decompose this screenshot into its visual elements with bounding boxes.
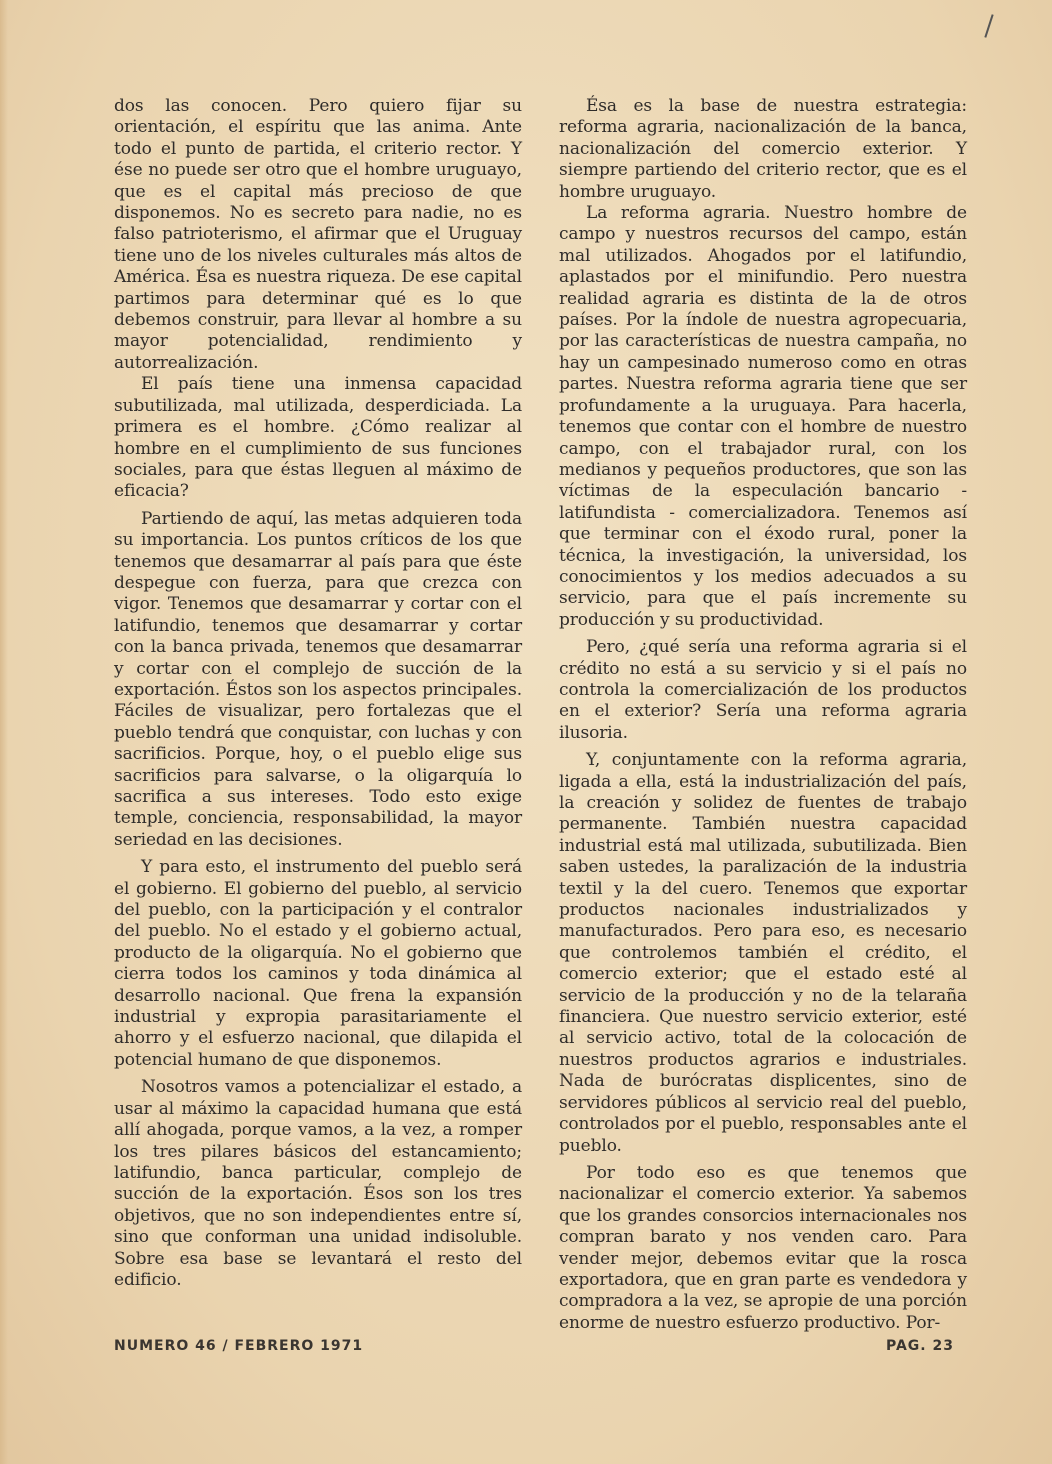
paragraph: Por todo eso es que tenemos que nacionalizar el comercio exterior. Ya sabemos que los grandes consorcios internacionales nos compran barato y nos venden caro. Para vender mejor, debemos evitar que la rosca exportadora, que en gran parte es vendedora y compradora a la vez, se apropie de una porción enorme de nuestro esfuerzo productivo. Por- <box>559 1162 967 1333</box>
paragraph: El país tiene una inmensa capacidad subutilizada, mal utilizada, desperdiciada. La primera es el hombre. ¿Cómo realizar al hombre en el cumplimiento de sus funciones sociales, para que éstas lleguen al máximo de eficacia? <box>114 374 522 502</box>
paragraph: Pero, ¿qué sería una reforma agraria si el crédito no está a su servicio y si el país no controla la comercialización de los productos en el exterior? Sería una reforma agraria ilusoria. <box>559 637 967 743</box>
paragraph: Y, conjuntamente con la reforma agraria, ligada a ella, está la industrialización del país, la creación y solidez de fuentes de trabajo permanente. También nuestra capacidad industrial está mal utilizada, subutilizada. Bien saben ustedes, la paralización de la industria textil y la del cuero. Tenemos que exportar productos nacionales industrializados y manufacturados. Pero para eso, es necesario que controlemos también el crédito, el comercio exterior; que el estado esté al servicio de la producción y no de la telaraña financiera. Que nuestro servicio exterior, esté al servicio activo, total de la colocación de nuestros productos agrarios e industriales. Nada de burócratas displicentes, sino de servidores públicos al servicio real del pueblo, controlados por el pueblo, responsables ante el pueblo. <box>559 750 967 1156</box>
paragraph: Ésa es la base de nuestra estrategia: reforma agraria, nacionalización de la banca, nacionalización del comercio exterior. Y siempre partiendo del criterio rector, que es el hombre uruguayo. <box>559 96 967 202</box>
pencil-mark <box>984 14 993 37</box>
paragraph: dos las conocen. Pero quiero fijar su orientación, el espíritu que las anima. Ante todo el punto de partida, el criterio rector. Y ése no puede ser otro que el hombre uruguayo, que es el capital más precioso de que disponemos. No es secreto para nadie, no es falso patrioterismo, el afirmar que el Uruguay tiene uno de los niveles culturales más altos de América. Ésa es nuestra riqueza. De ese capital partimos para determinar qué es lo que debemos construir, para llevar al hombre a su mayor potencialidad, rendimiento y autorrealización. <box>114 96 522 373</box>
paragraph: Partiendo de aquí, las metas adquieren toda su importancia. Los puntos críticos de los que tenemos que desamarrar al país para que éste despegue con fuerza, para que crezca con vigor. Tenemos que desamarrar y cortar con el latifundio, tenemos que desamarrar y cortar con la banca privada, tenemos que desamarrar y cortar con el complejo de succión de la exportación. Éstos son los aspectos principales. Fáciles de visualizar, pero fortalezas que el pueblo tendrá que conquistar, con luchas y con sacrificios. Porque, hoy, o el pueblo elige sus sacrificios para salvarse, o la oligarquía lo sacrifica a sus intereses. Todo esto exige temple, conciencia, responsabilidad, la mayor seriedad en las decisiones. <box>114 508 522 850</box>
page-edge-shadow <box>0 0 8 1464</box>
paragraph: Nosotros vamos a potencializar el estado, a usar al máximo la capacidad humana que está allí ahogada, porque vamos, a la vez, a romper los tres pilares básicos del estancamiento; latifundio, banca particular, complejo de succión de la exportación. Ésos son los tres objetivos, que no son independientes entre sí, sino que conforman una unidad indisoluble. Sobre esa base se levantará el resto del edificio. <box>114 1077 522 1290</box>
paragraph: Y para esto, el instrumento del pueblo será el gobierno. El gobierno del pueblo, al servicio del pueblo, con la participación y el contralor del pueblo. No el estado y el gobierno actual, producto de la oligarquía. No el gobierno que cierra todos los caminos y toda dinámica al desarrollo nacional. Que frena la expansión industrial y expropia parasitariamente el ahorro y el esfuerzo nacional, que dilapida el potencial humano de que disponemos. <box>114 857 522 1070</box>
left-column <box>114 96 522 1291</box>
paragraph: La reforma agraria. Nuestro hombre de campo y nuestros recursos del campo, están mal utilizados. Ahogados por el latifundio, aplastados por el minifundio. Pero nuestra realidad agraria es distinta de la de otros países. Por la índole de nuestra agropecuaria, por las características de nuestra campaña, no hay un campesinado numeroso como en otras partes. Nuestra reforma agraria tiene que ser profundamente a la uruguaya. Para hacerla, tenemos que contar con el hombre de nuestro campo, con el trabajador rural, con los medianos y pequeños productores, que son las víctimas de la especulación bancario - latifundista - comercializadora. Tenemos así que terminar con el éxodo rural, poner la técnica, la investigación, la universidad, los conocimientos y los medios adecuados a su servicio, para que el país incremente su producción y su productividad. <box>559 203 967 630</box>
footer-issue: NUMERO 46 / FEBRERO 1971 <box>114 1338 364 1354</box>
right-column <box>559 96 967 1334</box>
footer-page-number: PAG. 23 <box>886 1338 954 1354</box>
